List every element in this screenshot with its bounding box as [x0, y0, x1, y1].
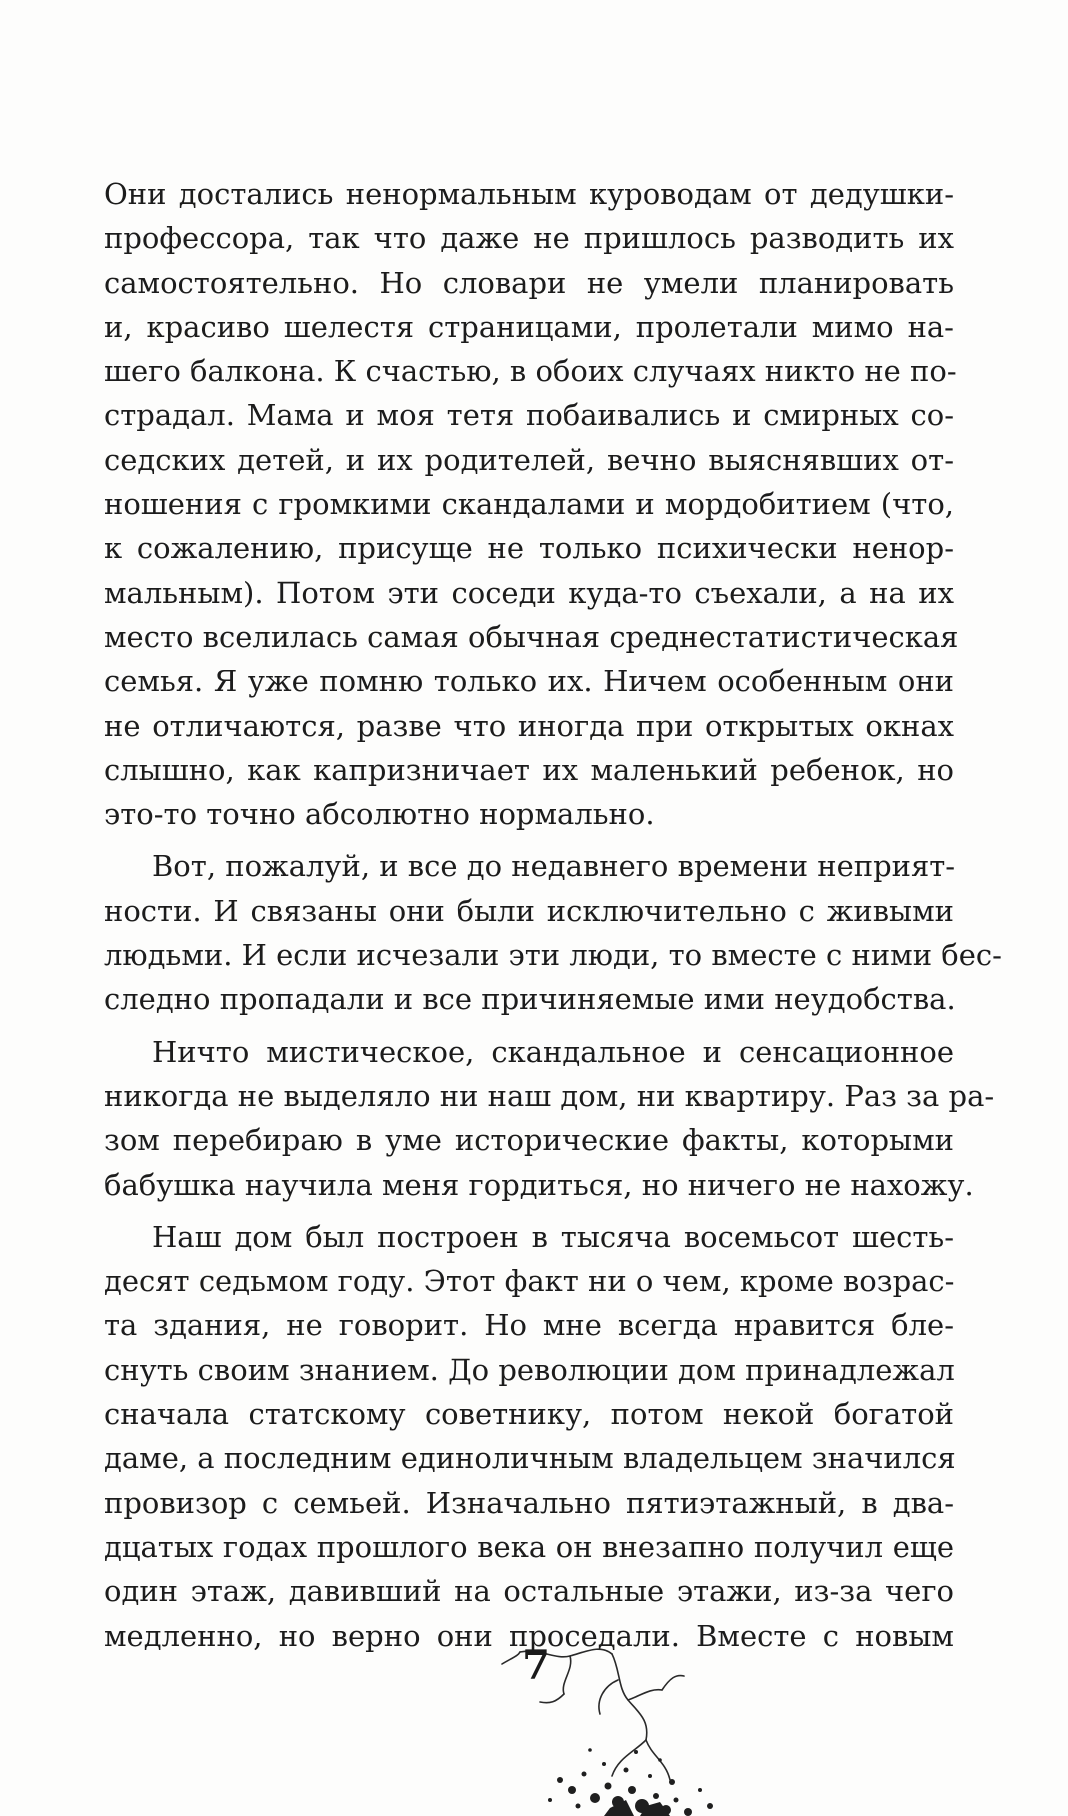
- text-line: шего балкона. К счастью, в обоих случаях никто не по-: [104, 354, 957, 389]
- page-footer: [0, 1630, 1068, 1816]
- text-line: слышно, как капризничает их маленький ребенок, но: [104, 752, 954, 787]
- text-line: место вселилась самая обычная среднестатистическая: [104, 619, 959, 654]
- text-line: даме, а последним единоличным владельцем значился: [104, 1441, 956, 1476]
- text-line: Наш дом был построен в тысяча восемьсот шесть-: [152, 1219, 954, 1254]
- text-line: к сожалению, присуще не только психически ненор-: [104, 531, 954, 566]
- page-number: 7: [522, 1642, 550, 1689]
- paragraph: [104, 1030, 995, 1207]
- text-line: Ничто мистическое, скандальное и сенсационное: [152, 1034, 954, 1069]
- text-line: Вот, пожалуй, и все до недавнего времени неприят-: [152, 849, 956, 884]
- text-line: ношения с громкими скандалами и мордобитием (что,: [104, 487, 954, 522]
- paragraph: [104, 844, 1002, 1021]
- text-line: седских детей, и их родителей, вечно выяснявших от-: [104, 442, 954, 477]
- text-line: это-то точно абсолютно нормально.: [104, 797, 655, 832]
- text-line: медленно, но верно они проседали. Вместе с новым: [104, 1618, 954, 1653]
- text-line: провизор с семьей. Изначально пятиэтажный, в два-: [104, 1485, 954, 1520]
- text-line: ности. И связаны они были исключительно с живыми: [104, 893, 954, 928]
- text-line: Они достались ненормальным куроводам от дедушки-: [104, 177, 954, 211]
- text-line: бабушка научила меня гордиться, но ничего не нахожу.: [104, 1167, 974, 1202]
- text-line: никогда не выделяло ни наш дом, ни квартиру. Раз за ра-: [104, 1078, 995, 1113]
- text-line: семья. Я уже помню только их. Ничем особенным они: [104, 664, 954, 699]
- text-line: дцатых годах прошлого века он внезапно получил еще: [104, 1529, 954, 1564]
- text-line: сначала статскому советнику, потом некой богатой: [104, 1397, 954, 1432]
- text-line: один этаж, давивший на остальные этажи, из-за чего: [104, 1574, 954, 1609]
- text-line: снуть своим знанием. До революции дом принадлежал: [104, 1352, 955, 1387]
- text-line: та здания, не говорит. Но мне всегда нравится бле-: [104, 1308, 954, 1343]
- text-line: самостоятельно. Но словари не умели планировать: [104, 265, 954, 300]
- text-line: страдал. Мама и моя тетя побаивались и смирных со-: [104, 398, 954, 433]
- text-line: профессора, так что даже не пришлось разводить их: [104, 221, 954, 256]
- text-line: зом перебираю в уме исторические факты, которыми: [104, 1123, 954, 1158]
- text-line: десят седьмом году. Этот факт ни о чем, кроме возрас-: [104, 1264, 955, 1299]
- text-line: людьми. И если исчезали эти люди, то вместе с ними бес-: [104, 938, 1002, 973]
- text-line: мальным). Потом эти соседи куда-то съехали, а на их: [104, 575, 954, 610]
- text-line: и, красиво шелестя страницами, пролетали мимо на-: [104, 309, 954, 344]
- paragraph: [104, 1215, 954, 1658]
- text-line: не отличаются, разве что иногда при открытых окнах: [104, 708, 954, 743]
- paragraph: [104, 172, 959, 836]
- text-line: следно пропадали и все причиняемые ими неудобства.: [104, 982, 956, 1017]
- body-text: [104, 172, 1002, 1658]
